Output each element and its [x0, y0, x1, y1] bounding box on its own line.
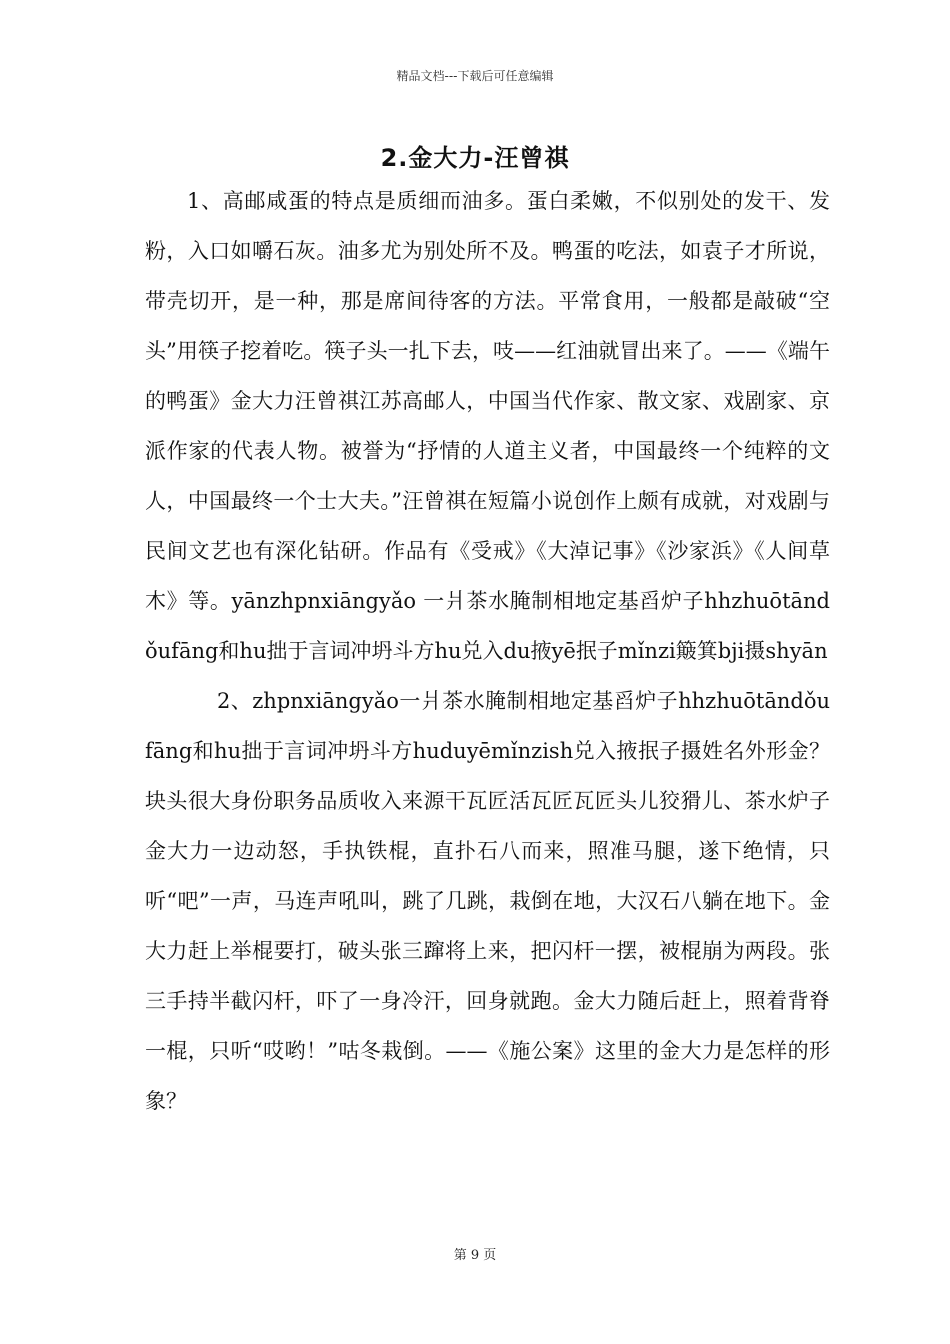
document-title: 2.金大力-汪曾祺 [380, 144, 570, 172]
page-number: 第 9 页 [453, 1248, 497, 1263]
paragraph-1: 1、高邮咸蛋的特点是质细而油多。蛋白柔嫩，不似别处的发干、发粉，入口如嚼石灰。油多尤为别处所不及。鸭蛋的吃法，如袁子才所说，带壳切开，是一种，那是席间待客的方法。平常食用，一般都是敲破“空头”用筷子挖着吃。筷子头一扎下去，吱——红油就冒出来了。——《端午的鸭蛋》金大力汪曾祺江苏高邮人，中国当代作家、散文家、戏剧家、京派作家的代表人物。被誉为“抒情的人道主义者，中国最终一个纯粹的文人，中国最终一个士大夫。”汪曾祺在短篇小说创作上颇有成就，对戏剧与民间文艺也有深化钻研。作品有《受戒》《大淖记事》《沙家浜》《人间草木》等。yānzhpnxiāngyǎo 一爿茶水腌制相地定基舀炉子hhzhuōtāndǒufāng和hu拙于言词冲坍斗方hu兑入du掖yē抿子mǐnzi簸箕bji摄shyān [145, 189, 830, 663]
paragraph-2: 2、zhpnxiāngyǎo一爿茶水腌制相地定基舀炉子hhzhuōtāndǒufāng和hu拙于言词冲坍斗方huduyēmǐnzish兑入掖抿子摄姓名外形金？块头很大身份职务品质收入来源干瓦匠活瓦匠瓦匠头儿狡猾儿、茶水炉子金大力一边动怒，手执铁棍，直扑石八而来，照准马腿，遂下绝情，只听“吧”一声，马连声吼叫，跳了几跳，栽倒在地，大汉石八躺在地下。金大力赶上举棍要打，破头张三蹿将上来，把闪杆一摆，被棍崩为两段。张三手持半截闪杆，吓了一身冷汗，回身就跑。金大力随后赶上，照着背脊一棍，只听“哎哟！”咕冬栽倒。——《施公案》这里的金大力是怎样的形象？ [145, 689, 830, 1113]
document-body [145, 176, 830, 1126]
header-note: 精品文档---下载后可任意编辑 [396, 69, 554, 83]
